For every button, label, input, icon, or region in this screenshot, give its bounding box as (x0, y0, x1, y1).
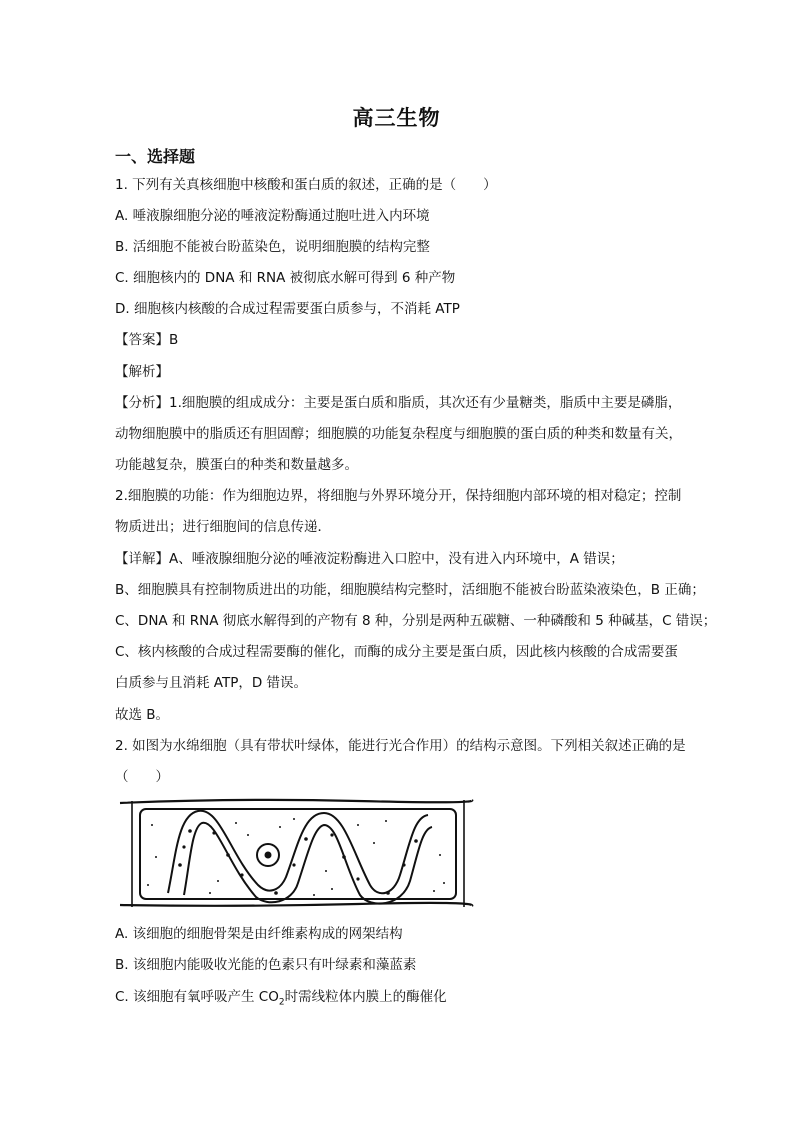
q1-fenxi-line-3: 功能越复杂，膜蛋白的种类和数量越多。 (115, 457, 358, 473)
q2-option-c-post: 时需线粒体内膜上的酶催化 (284, 989, 447, 1005)
q1-option-d: D. 细胞核内核酸的合成过程需要蛋白质参与，不消耗 ATP (115, 301, 460, 317)
q1-option-b: B. 活细胞不能被台盼蓝染色，说明细胞膜的结构完整 (115, 239, 430, 255)
spirogyra-cell-figure (118, 795, 474, 910)
q1-fenxi-line-4: 2.细胞膜的功能：作为细胞边界，将细胞与外界环境分开，保持细胞内部环境的相对稳定；控制 (115, 488, 682, 504)
q2-option-c (115, 988, 447, 1012)
q1-conclusion: 故选 B。 (115, 707, 170, 723)
q1-analysis-label: 【解析】 (115, 364, 169, 380)
q1-fenxi-line-5: 物质进出；进行细胞间的信息传递． (115, 519, 331, 535)
q1-option-c: C. 细胞核内的 DNA 和 RNA 被彻底水解可得到 6 种产物 (115, 270, 456, 286)
q1-answer: 【答案】B (115, 332, 179, 348)
page-title: 高三生物 (352, 106, 441, 130)
q2-option-c-pre: C. 该细胞有氧呼吸产生 CO (115, 989, 279, 1005)
q1-xiangjie-line-3: C、DNA 和 RNA 彻底水解得到的产物有 8 种，分别是两种五碳糖、一种磷酸和 5 种碱基，C 错误； (115, 613, 717, 629)
q2-option-c-sub: 2 (278, 997, 285, 1008)
q1-option-a: A. 唾液腺细胞分泌的唾液淀粉酶通过胞吐进入内环境 (115, 208, 430, 224)
q2-option-b: B. 该细胞内能吸收光能的色素只有叶绿素和藻蓝素 (115, 957, 417, 973)
q1-xiangjie-line-1: 【详解】A、唾液腺细胞分泌的唾液淀粉酶进入口腔中，没有进入内环境中，A 错误； (115, 551, 624, 567)
q1-xiangjie-line-5: 白质参与且消耗 ATP，D 错误。 (115, 675, 308, 691)
q1-xiangjie-line-2: B、细胞膜具有控制物质进出的功能，细胞膜结构完整时，活细胞不能被台盼蓝染液染色，B 正确； (115, 582, 705, 598)
section-heading: 一、选择题 (115, 147, 196, 166)
q1-stem: 1. 下列有关真核细胞中核酸和蛋白质的叙述，正确的是（ ） (115, 177, 497, 193)
q1-fenxi-line-2: 动物细胞膜中的脂质还有胆固醇；细胞膜的功能复杂程度与细胞膜的蛋白质的种类和数量有关， (115, 426, 682, 442)
q2-stem-line-1: 2. 如图为水绵细胞（具有带状叶绿体，能进行光合作用）的结构示意图。下列相关叙述正确的是 (115, 738, 686, 754)
q2-stem-line-2: （ ） (115, 769, 169, 785)
q2-option-a: A. 该细胞的细胞骨架是由纤维素构成的网架结构 (115, 926, 403, 942)
q1-fenxi-line-1: 【分析】1.细胞膜的组成成分：主要是蛋白质和脂质，其次还有少量糖类，脂质中主要是磷脂， (115, 395, 682, 411)
q1-xiangjie-line-4: C、核内核酸的合成过程需要酶的催化，而酶的成分主要是蛋白质，因此核内核酸的合成需要蛋 (115, 644, 678, 660)
